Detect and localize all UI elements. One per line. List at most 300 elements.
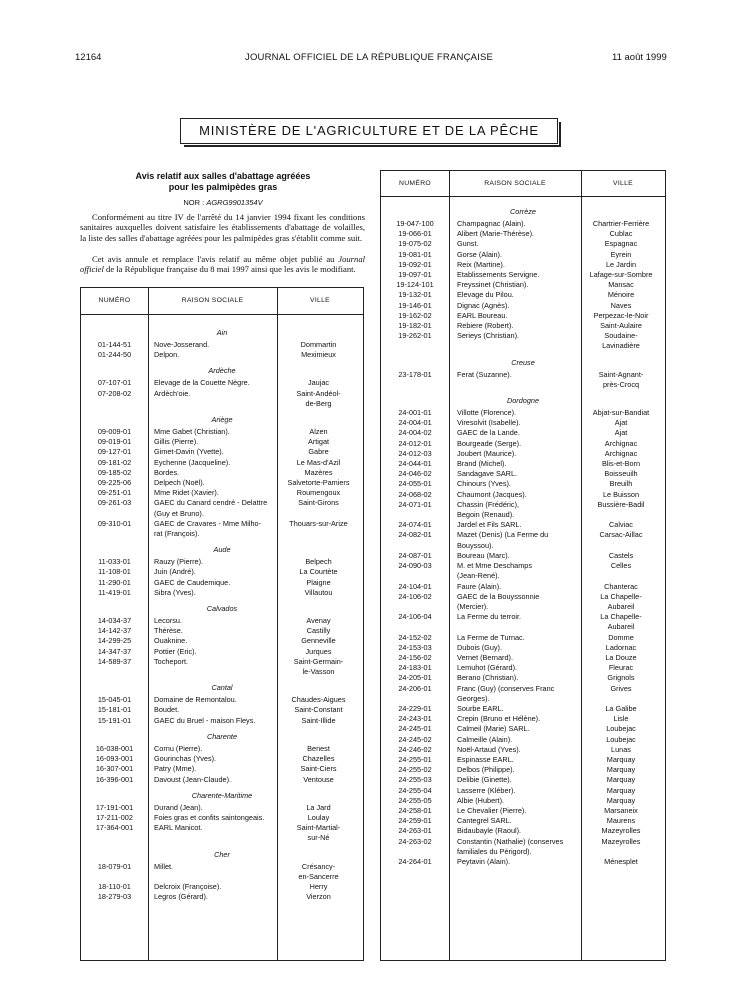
company-name: GAEC de Caudemique. — [154, 577, 231, 587]
company-name: Viresolvit (Isabelle). — [457, 418, 521, 428]
table-row — [381, 229, 665, 239]
registration-number: 24-012-03 — [398, 448, 432, 458]
table-row — [81, 427, 363, 437]
table-row — [81, 882, 363, 892]
company-name: Chaumont (Jacques). — [457, 489, 527, 499]
table-row — [81, 626, 363, 636]
registration-number: 24-229-01 — [398, 703, 432, 713]
department-heading: Creuse — [511, 357, 535, 367]
table-row — [381, 704, 665, 714]
registration-number: 15-191-01 — [97, 715, 132, 725]
town: Ajat — [614, 418, 628, 428]
company-name: Tocheport. — [154, 656, 189, 666]
company-name: Boureau (Marc). — [457, 550, 510, 560]
town: La Courtète — [299, 567, 338, 577]
table-row — [381, 290, 665, 300]
company-name: Juin (André). — [154, 567, 196, 577]
table-row — [381, 786, 665, 796]
registration-number: 24-245-02 — [398, 734, 432, 744]
registration-number: 16-396-001 — [95, 774, 134, 784]
town: Naves — [610, 300, 632, 310]
registration-number: 24-046-02 — [398, 469, 432, 479]
registration-number: 24-106-04 — [398, 612, 432, 622]
company-name: Vernet (Bernard). — [457, 652, 513, 662]
town: Abjat-sur-Bandiat — [592, 408, 650, 418]
table-row — [381, 469, 665, 479]
town: Domme — [608, 632, 634, 642]
registration-number: 24-074-01 — [398, 520, 432, 530]
registration-number: 19-262-01 — [398, 331, 432, 341]
town: Vierzon — [306, 892, 331, 902]
table-row — [381, 370, 665, 390]
registration-number: 09-310-01 — [97, 518, 132, 528]
table-row — [81, 803, 363, 813]
town: Bussière-Badil — [597, 499, 645, 509]
company-name: Calmeille (Alain). — [457, 734, 513, 744]
town: Saint-Martial- sur-Né — [296, 823, 341, 843]
department-heading: Ariège — [211, 415, 233, 425]
company-name: Faure (Alain). — [457, 581, 502, 591]
table-row — [381, 582, 665, 592]
town: Saint-Constant — [294, 705, 343, 715]
company-name: GAEC de Cravares - Mme Milho- rat (François). — [154, 518, 262, 539]
town: Loubejac — [606, 724, 636, 734]
town: Perpezac-le-Noir — [593, 310, 649, 320]
town: Marquay — [606, 785, 636, 795]
department-heading: Charente — [206, 731, 238, 741]
table-row — [81, 813, 363, 823]
col-header-raison: RAISON SOCIALE — [181, 297, 244, 304]
town: Marquay — [606, 795, 636, 805]
company-name: Noël-Artaud (Yves). — [457, 744, 521, 754]
table-row — [81, 716, 363, 726]
registration-number: 24-255-01 — [398, 754, 432, 764]
company-name: Calmeil (Marie) SARL. — [457, 724, 530, 734]
company-name: Legros (Gérard). — [154, 892, 208, 902]
company-name: Dubois (Guy). — [457, 642, 503, 652]
col-header-raison: RAISON SOCIALE — [484, 180, 546, 187]
table-row — [381, 775, 665, 785]
registration-number: 11-033-01 — [98, 557, 131, 567]
company-name: Rauzy (Pierre). — [154, 557, 204, 567]
company-name: Gorse (Alain). — [457, 249, 503, 259]
town: Breuilh — [609, 479, 633, 489]
table-row — [381, 270, 665, 280]
registration-number: 14-034-37 — [97, 616, 132, 626]
company-name: Espinasse EARL. — [457, 754, 514, 764]
registration-number: 09-261-03 — [97, 498, 132, 508]
table-row — [81, 340, 363, 350]
company-name: Millet. — [154, 861, 174, 871]
registration-number: 24-263-02 — [398, 836, 432, 846]
town: Archignac — [604, 448, 638, 458]
company-name: Chassin (Frédéric), Begoin (Renaud). — [457, 499, 520, 520]
company-name: Delpon. — [154, 350, 180, 360]
town: La Chapelle- Aubareil — [600, 591, 642, 611]
registration-number: 18-079-01 — [97, 861, 132, 871]
company-name: Chinours (Yves). — [457, 479, 511, 489]
town: Mazeyrolles — [601, 836, 641, 846]
registration-number: 09-127-01 — [97, 447, 132, 457]
company-name: Bourgeade (Serge). — [457, 438, 522, 448]
right-table-body — [381, 201, 665, 867]
company-name: Ferat (Suzanne). — [457, 369, 512, 379]
table-row — [381, 673, 665, 683]
registration-number: 24-243-01 — [398, 714, 432, 724]
registration-number: 24-044-01 — [398, 459, 432, 469]
table-row — [381, 408, 665, 418]
town: Ventouse — [303, 774, 334, 784]
town: Marquay — [606, 754, 636, 764]
town: Castels — [608, 550, 634, 560]
registration-number: 24-090-03 — [398, 561, 432, 571]
table-row — [81, 657, 363, 677]
registration-number: 24-082-01 — [398, 530, 432, 540]
notice-paragraph-2: Cet avis annule et remplace l'avis relatif au même objet publié au Journal officiel de la République française du 8 mai 1997 ainsi que les avis le modifiant. — [80, 254, 365, 275]
table-row — [381, 643, 665, 653]
company-name: Delcroix (Françoise). — [154, 881, 222, 891]
table-row — [81, 892, 363, 902]
company-name: Bordes. — [154, 467, 180, 477]
company-name: Freyssinet (Christian). — [457, 280, 529, 290]
left-table — [80, 287, 364, 961]
company-name: Delibie (Ginette). — [457, 775, 512, 785]
table-row — [81, 823, 363, 843]
table-row — [81, 567, 363, 577]
registration-number: 17-364-001 — [95, 823, 134, 833]
table-row — [81, 519, 363, 539]
table-row — [381, 459, 665, 469]
company-name: Elevage de la Couette Nègre. — [154, 378, 250, 388]
town: Cublac — [609, 229, 633, 239]
table-row — [381, 418, 665, 428]
town: Gabre — [308, 447, 329, 457]
town: Saint-Agnant- près-Crocq — [598, 369, 644, 389]
town: Herry — [309, 881, 328, 891]
left-table-body — [81, 322, 363, 902]
town: Roumengoux — [296, 488, 341, 498]
table-row — [381, 311, 665, 321]
company-name: Mazet (Denis) (La Ferme du Bouyssou). — [457, 530, 549, 550]
table-row — [381, 280, 665, 290]
table-row — [381, 479, 665, 489]
registration-number: 24-012-01 — [398, 438, 432, 448]
notice-title-line2: pour les palmipèdes gras — [168, 182, 278, 192]
company-name: Sourbe EARL. — [457, 703, 504, 713]
town: Marquay — [606, 775, 636, 785]
department-heading: Ain — [216, 328, 228, 337]
registration-number: 01-244-50 — [97, 350, 132, 360]
company-name: Ouaknine. — [154, 636, 188, 646]
table-row — [381, 714, 665, 724]
town: Chaudes-Aigues — [291, 695, 346, 705]
table-row — [81, 764, 363, 774]
town: Alzen — [309, 427, 328, 437]
town: Le Jardin — [605, 259, 637, 269]
table-row — [381, 837, 665, 857]
town: Villautou — [304, 587, 333, 597]
journal-title: JOURNAL OFFICIEL DE LA RÉPUBLIQUE FRANÇAISE — [245, 52, 494, 63]
town: Ménoire — [607, 290, 635, 300]
registration-number: 24-255-05 — [398, 795, 432, 805]
registration-number: 19-124-101 — [396, 280, 434, 290]
town: Mansac — [608, 280, 634, 290]
company-name: Crepin (Bruno et Hélène). — [457, 714, 541, 724]
registration-number: 14-347-37 — [97, 646, 132, 656]
town: Ajat — [614, 428, 628, 438]
issue-date: 11 août 1999 — [612, 52, 667, 63]
company-name: Lemuhot (Gérard). — [457, 663, 518, 673]
department-heading: Cantal — [211, 683, 233, 693]
table-row — [381, 633, 665, 643]
company-name: Peytavin (Alain). — [457, 856, 511, 866]
registration-number: 15-181-01 — [97, 705, 132, 715]
registration-number: 11-290-01 — [98, 577, 131, 587]
town: Eyrein — [610, 249, 632, 259]
table-row — [381, 219, 665, 229]
registration-number: 14-142-37 — [97, 626, 132, 636]
registration-number: 24-153-03 — [398, 642, 432, 652]
town: Meximieux — [301, 350, 336, 360]
company-name: Franc (Guy) (conserves Franc Georges). — [457, 683, 555, 703]
company-name: Gimet-Davin (Yvette). — [154, 447, 224, 457]
registration-number: 24-205-01 — [398, 673, 432, 683]
registration-number: 24-055-01 — [398, 479, 432, 489]
company-name: Ardèch'oie. — [154, 388, 191, 398]
table-row — [81, 775, 363, 785]
registration-number: 14-589-37 — [97, 656, 132, 666]
department-heading: Dordogne — [506, 396, 540, 406]
company-name: Delbos (Philippe). — [457, 765, 515, 775]
registration-number: 07-208-02 — [97, 388, 132, 398]
table-row — [381, 826, 665, 836]
table-row — [381, 724, 665, 734]
table-row — [381, 592, 665, 612]
town: Saint-Ciers — [300, 764, 337, 774]
registration-number: 18-279-03 — [97, 892, 132, 902]
town: Calviac — [609, 520, 633, 530]
town: Thouars-sur-Arize — [289, 518, 348, 528]
town: Soudaine- Lavinadière — [602, 331, 640, 351]
town: Marquay — [606, 765, 636, 775]
col-header-numero: NUMÉRO — [98, 297, 131, 304]
registration-number: 18-110-01 — [98, 881, 131, 891]
table-row — [381, 612, 665, 632]
table-row — [381, 439, 665, 449]
department-heading: Calvados — [206, 604, 238, 614]
col-header-ville: VILLE — [309, 297, 330, 304]
table-row — [381, 331, 665, 351]
company-name: GAEC de la Bouyssonnie (Mercier). — [457, 591, 540, 611]
company-name: Serieys (Christian). — [457, 331, 520, 341]
company-name: Constantin (Nathalie) (conserves familiales du Périgord). — [457, 836, 564, 856]
registration-number: 09-225-06 — [97, 478, 132, 488]
registration-number: 11-108-01 — [98, 567, 131, 577]
company-name: Patry (Mme). — [154, 764, 197, 774]
town: Mazères — [304, 467, 333, 477]
ministry-heading: MINISTÈRE DE L'AGRICULTURE ET DE LA PÊCHE — [180, 118, 558, 144]
town: Artigat — [307, 437, 330, 447]
town: Dommartin — [300, 340, 337, 349]
town: Castilly — [306, 626, 331, 636]
registration-number: 24-004-02 — [398, 428, 432, 438]
table-row — [381, 551, 665, 561]
table-row — [381, 806, 665, 816]
town: Saint-Illide — [301, 715, 336, 725]
company-name: EARL Manicot. — [154, 823, 203, 833]
company-name: Rebiere (Robert). — [457, 321, 514, 331]
company-name: Le Chevalier (Pierre). — [457, 805, 527, 815]
table-row — [381, 745, 665, 755]
notice-title-line1: Avis relatif aux salles d'abattage agréées — [135, 171, 311, 181]
registration-number: 24-258-01 — [398, 805, 432, 815]
registration-number: 19-075-02 — [398, 239, 432, 249]
company-name: Sibra (Yves). — [154, 587, 196, 597]
table-row — [381, 250, 665, 260]
registration-number: 19-146-01 — [398, 300, 432, 310]
table-row — [81, 647, 363, 657]
registration-number: 19-066-01 — [398, 229, 432, 239]
company-name: EARL Boureau. — [457, 310, 508, 320]
registration-number: 16-307-001 — [95, 764, 134, 774]
table-row — [381, 260, 665, 270]
table-row — [381, 765, 665, 775]
company-name: Sandagave SARL. — [457, 469, 518, 479]
company-name: M. et Mme Deschamps (Jean-René). — [457, 561, 533, 581]
table-row — [381, 500, 665, 520]
town: Jurques — [305, 646, 332, 656]
town: La Chapelle- Aubareil — [600, 612, 642, 632]
town: Celles — [610, 561, 632, 571]
registration-number: 09-019-01 — [97, 437, 132, 447]
registration-number: 24-106-02 — [398, 591, 432, 601]
town: Genneville — [301, 636, 336, 646]
town: Lunas — [611, 744, 631, 754]
company-name: Lasserre (Kléber). — [457, 785, 516, 795]
registration-number: 24-259-01 — [398, 816, 432, 826]
company-name: Champagnac (Alain). — [457, 219, 526, 228]
col-header-numero: NUMÉRO — [398, 180, 431, 187]
town: Le Buisson — [602, 489, 640, 499]
town: Le Mas-d'Azil — [296, 457, 341, 467]
registration-number: 24-104-01 — [398, 581, 432, 591]
table-row — [81, 588, 363, 598]
registration-number: 23-178-01 — [398, 369, 432, 379]
registration-number: 09-009-01 — [97, 427, 132, 437]
company-name: GAEC du Canard cendré - Delattre (Guy et Bruno). — [154, 498, 268, 518]
company-name: Lecorsu. — [154, 616, 182, 626]
town: Grignols — [607, 673, 635, 683]
town: Saint-Andéol- de-Berg — [296, 388, 341, 408]
table-row — [81, 636, 363, 646]
registration-number: 24-255-03 — [398, 775, 432, 785]
company-name: Foies gras et confits saintongeais. — [154, 812, 265, 822]
company-name: Thérèse. — [154, 626, 183, 636]
town: Ménesplet — [604, 856, 638, 866]
table-row — [81, 616, 363, 626]
registration-number: 09-185-02 — [97, 467, 132, 477]
company-name: Jardel et Fils SARL. — [457, 520, 522, 530]
right-table — [380, 170, 666, 961]
registration-number: 01-144-51 — [97, 340, 132, 349]
table-row — [381, 561, 665, 581]
company-name: Dignac (Agnès). — [457, 300, 510, 310]
table-row — [81, 350, 363, 360]
company-name: GAEC du Bruel - maison Fleys. — [154, 715, 256, 725]
table-row — [381, 321, 665, 331]
company-name: Reix (Martine). — [457, 259, 505, 269]
registration-number: 16-038-001 — [95, 743, 134, 753]
registration-number: 24-264-01 — [398, 856, 432, 866]
registration-number: 19-097-01 — [398, 270, 432, 280]
registration-number: 24-004-01 — [398, 418, 432, 428]
table-row — [381, 530, 665, 550]
registration-number: 14-299-25 — [97, 636, 132, 646]
town: Blis-et-Born — [601, 459, 641, 469]
company-name: Mme Ridet (Xavier). — [154, 488, 219, 498]
table-row — [81, 468, 363, 478]
registration-number: 19-132-01 — [398, 290, 432, 300]
page-number: 12164 — [75, 52, 102, 63]
town: Plaigne — [306, 577, 331, 587]
company-name: Davoust (Jean-Claude). — [154, 774, 232, 784]
table-row — [381, 428, 665, 438]
nor-reference: NOR : AGRG9901354V — [183, 198, 263, 207]
registration-number: 24-245-01 — [398, 724, 432, 734]
registration-number: 17-191-001 — [95, 802, 134, 812]
registration-number: 17-211-002 — [96, 812, 133, 822]
town: Lafage-sur-Sombre — [589, 270, 653, 280]
table-row — [381, 735, 665, 745]
town: Maurens — [606, 816, 636, 826]
company-name: Gillis (Pierre). — [154, 437, 199, 447]
company-name: Cantegrel SARL. — [457, 816, 512, 826]
town: La Douze — [605, 652, 637, 662]
table-row — [81, 488, 363, 498]
town: Fleurac — [608, 663, 634, 673]
town: Chazelles — [302, 754, 335, 764]
table-row — [381, 301, 665, 311]
table-row — [81, 447, 363, 457]
town: Crésancy- en-Sancerre — [298, 861, 339, 881]
table-row — [381, 490, 665, 500]
town: Lisle — [613, 714, 629, 724]
registration-number: 24-255-04 — [398, 785, 432, 795]
department-heading: Aude — [213, 545, 231, 555]
town: Chartrier-Ferrière — [592, 219, 650, 228]
town: Archignac — [604, 438, 638, 448]
table-row — [381, 755, 665, 765]
town: Saint-Aulaire — [600, 321, 642, 331]
table-row — [81, 578, 363, 588]
table-row — [381, 684, 665, 704]
town: Saint-Girons — [298, 498, 339, 508]
town: Loulay — [307, 812, 330, 822]
town: Chanterac — [604, 581, 638, 591]
town: La Jard — [306, 802, 331, 812]
town: Grives — [610, 683, 632, 693]
company-name: Gourinchas (Yves). — [154, 754, 217, 764]
company-name: Villotte (Florence). — [457, 408, 517, 418]
town: Ladornac — [605, 642, 637, 652]
registration-number: 09-251-01 — [97, 488, 132, 498]
table-row — [81, 378, 363, 388]
company-name: Joubert (Maurice). — [457, 448, 517, 458]
table-row — [81, 389, 363, 409]
registration-number: 24-246-02 — [398, 744, 432, 754]
company-name: Domaine de Remontalou. — [154, 695, 237, 705]
company-name: Alibert (Marie-Thérèse). — [457, 229, 535, 239]
